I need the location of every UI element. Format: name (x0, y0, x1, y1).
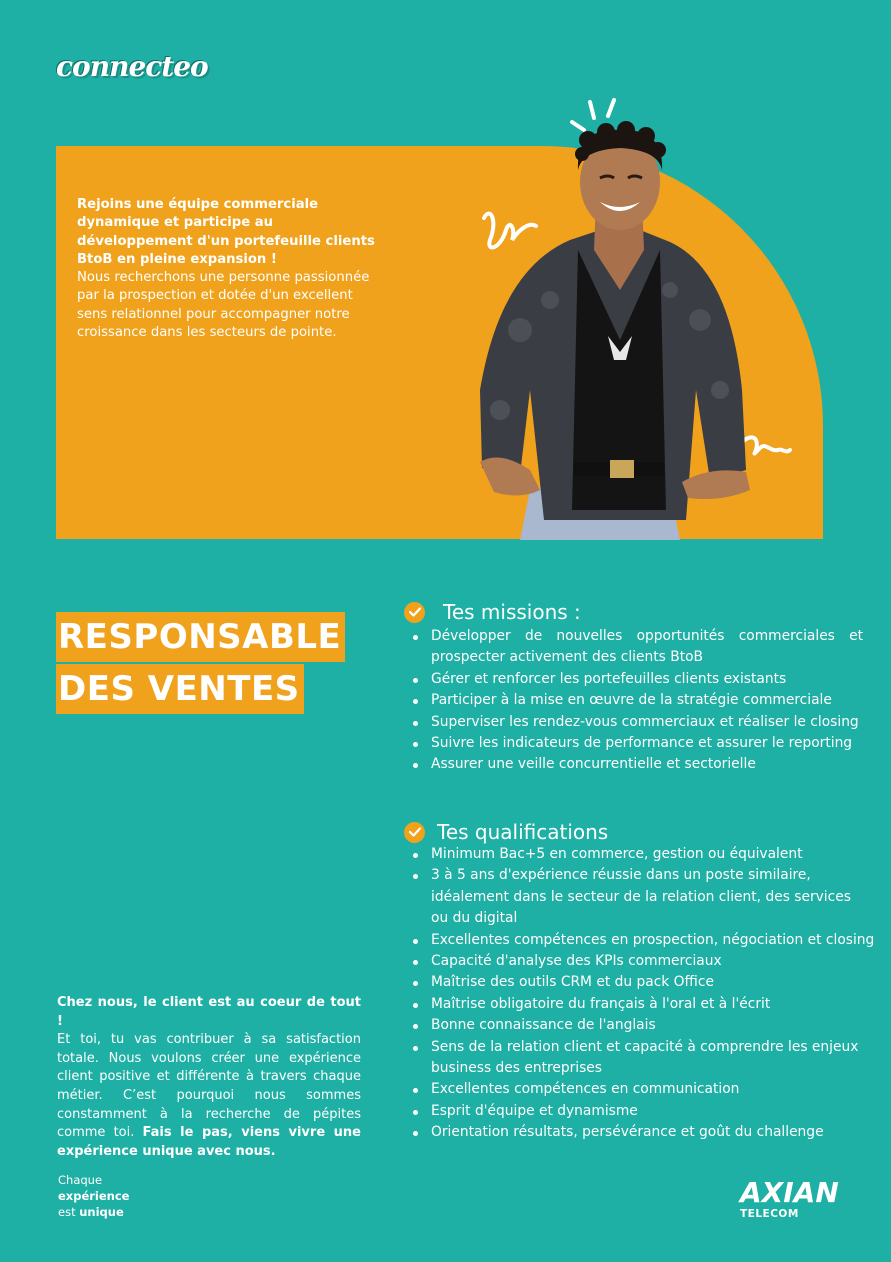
check-circle-icon (404, 602, 425, 623)
culture-body: Et toi, tu vas contribuer à sa satisfaction totale. Nous voulons créer une expérience client positive et différente à travers chaque métier. C’est pourquoi nous sommes constamment à la recherche de pépites comme toi. (57, 1032, 361, 1141)
list-item: Assurer une veille concurrentielle et sectorielle (410, 754, 863, 775)
qualifications-heading (404, 820, 608, 844)
job-title-line1: RESPONSABLE (56, 612, 345, 662)
list-item: Capacité d'analyse des KPIs commerciaux (410, 951, 880, 972)
list-item: Sens de la relation client et capacité à comprendre les enjeux business des entreprises (410, 1037, 880, 1080)
doodle-squiggle-icon (484, 214, 536, 248)
axian-sub: TELECOM (740, 1208, 799, 1220)
culture-closing: Fais le pas, viens vivre une expérience unique avec nous. (57, 1125, 361, 1159)
list-item: Orientation résultats, persévérance et goût du challenge (410, 1122, 880, 1143)
list-item: 3 à 5 ans d'expérience réussie dans un poste similaire, idéalement dans le secteur de la relation client, des services ou du digital (410, 865, 880, 929)
tagline-word: expérience (58, 1189, 130, 1203)
list-item: Suivre les indicateurs de performance et assurer le reporting (410, 733, 863, 754)
axian-telecom-logo (740, 1178, 839, 1220)
list-item: Superviser les rendez-vous commerciaux et réaliser le closing (410, 712, 863, 733)
tagline-word: Chaque (58, 1173, 103, 1187)
culture-lead: Chez nous, le client est au coeur de tout ! (57, 995, 361, 1029)
missions-heading (404, 600, 581, 624)
missions-list (410, 626, 863, 776)
list-item: Gérer et renforcer les portefeuilles clients existants (410, 669, 863, 690)
culture-paragraph (57, 994, 361, 1161)
tagline-word: est (58, 1205, 76, 1219)
connecteo-logo (56, 50, 246, 92)
qualifications-heading-text: Tes qualifications (437, 820, 609, 844)
missions-heading-text: Tes missions : (443, 600, 581, 624)
hero-intro (77, 196, 382, 342)
logo-wordmark: connecteo (56, 50, 208, 83)
list-item: Excellentes compétences en communication (410, 1079, 880, 1100)
qualifications-list (410, 844, 880, 1144)
hero-intro-bold: Rejoins une équipe commerciale dynamique et participe au développement d'un portefeuille clients BtoB en pleine expansion ! (77, 197, 375, 267)
tagline (58, 1172, 129, 1220)
job-title-line2: DES VENTES (56, 664, 304, 714)
hero-intro-text: Nous recherchons une personne passionnée par la prospection et dotée d'un excellent sens relationnel pour accompagner notre croissance dans les secteurs de pointe. (77, 270, 370, 341)
list-item: Minimum Bac+5 en commerce, gestion ou équivalent (410, 844, 880, 865)
list-item: Maîtrise obligatoire du français à l'oral et à l'écrit (410, 994, 880, 1015)
person-photo (460, 90, 840, 540)
list-item: Participer à la mise en œuvre de la stratégie commerciale (410, 690, 863, 711)
list-item: Esprit d'équipe et dynamisme (410, 1101, 880, 1122)
list-item: Maîtrise des outils CRM et du pack Office (410, 972, 880, 993)
list-item: Excellentes compétences en prospection, négociation et closing (410, 930, 880, 951)
list-item: Développer de nouvelles opportunités commerciales et prospecter activement des clients BtoB (410, 626, 863, 669)
tagline-word: unique (79, 1205, 124, 1219)
check-circle-icon (404, 822, 425, 843)
axian-wordmark: AXIAN (740, 1176, 839, 1209)
list-item: Bonne connaissance de l'anglais (410, 1015, 880, 1036)
